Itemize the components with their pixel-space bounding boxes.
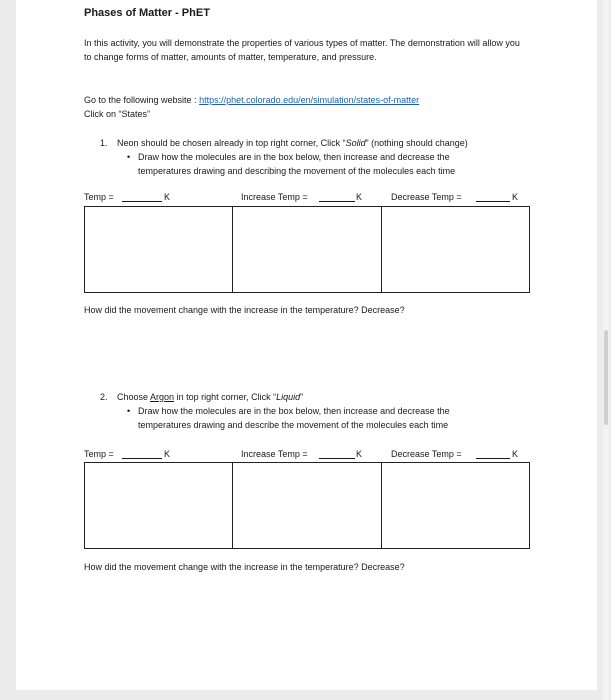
website-prefix: Go to the following website : <box>84 95 200 105</box>
decrease-temp-label: Decrease Temp = <box>391 449 462 459</box>
increase-temp-unit: K <box>356 192 363 202</box>
step-2-bullet-line2: temperatures drawing and describe the movement of the molecules each time <box>138 420 449 430</box>
phet-link[interactable]: https://phet.colorado.edu/en/simulation/states-of-matter <box>199 95 420 105</box>
step-2-question: How did the movement change with the increase in the temperature? Decrease? <box>84 562 405 572</box>
step-1-text-post: ” (nothing should change) <box>365 138 468 148</box>
drawing-box-temp[interactable] <box>85 463 233 548</box>
increase-temp-unit: K <box>356 449 363 459</box>
decrease-temp-label: Decrease Temp = <box>391 192 462 202</box>
drawing-box-decrease[interactable] <box>382 207 529 292</box>
step-2-bullet <box>127 404 528 432</box>
page-title: Phases of Matter - PhET <box>84 7 210 19</box>
click-instruction: Click on “States” <box>84 109 151 119</box>
decrease-temp-unit: K <box>512 449 519 459</box>
step-2-text-em: Liquid <box>276 392 301 402</box>
temp-unit: K <box>164 449 171 459</box>
step-2-text-underlined: Argon <box>150 392 175 402</box>
step-1-bullet-line2: temperatures drawing and describing the movement of the molecules each time <box>138 166 456 176</box>
step-1-bullet <box>127 150 528 178</box>
increase-temp-label: Increase Temp = <box>241 192 308 202</box>
temp-label: Temp = <box>84 192 114 202</box>
step-2-bullet-line1: Draw how the molecules are in the box below, then increase and decrease the <box>138 406 450 416</box>
decrease-temp-unit: K <box>512 192 519 202</box>
page-gap <box>16 690 597 700</box>
step-2-drawing-boxes <box>84 462 530 549</box>
increase-temp-label: Increase Temp = <box>241 449 308 459</box>
step-2-instruction <box>100 390 303 404</box>
step-2-temp-row <box>84 449 530 461</box>
step-1-drawing-boxes <box>84 206 530 293</box>
step-2-text-mid: in top right corner, Click “ <box>174 392 277 402</box>
temp-label: Temp = <box>84 449 114 459</box>
drawing-box-increase[interactable] <box>233 463 381 548</box>
step-2-text-pre: Choose <box>117 392 151 402</box>
drawing-box-decrease[interactable] <box>382 463 529 548</box>
intro-paragraph: In this activity, you will demonstrate the properties of various types of matter. The demonstration will allow you to change forms of matter, amounts of matter, temperature, and pressure. <box>84 38 520 62</box>
step-2-text-post: ” <box>300 392 304 402</box>
step-1-bullet-line1: Draw how the molecules are in the box below, then increase and decrease the <box>138 152 450 162</box>
step-1-instruction <box>100 136 468 150</box>
step-1-question: How did the movement change with the increase in the temperature? Decrease? <box>84 305 405 315</box>
bullet-icon: • <box>127 152 131 162</box>
bullet-icon: • <box>127 406 131 416</box>
step-2-number: 2. <box>100 392 108 402</box>
step-1-temp-row <box>84 192 530 204</box>
drawing-box-increase[interactable] <box>233 207 381 292</box>
scrollbar-thumb[interactable] <box>604 330 608 425</box>
drawing-box-temp[interactable] <box>85 207 233 292</box>
website-line <box>84 93 419 107</box>
temp-unit: K <box>164 192 171 202</box>
step-1-text-pre: Neon should be chosen already in top right corner, Click “ <box>117 138 346 148</box>
scrollbar[interactable] <box>603 0 609 700</box>
step-1-number: 1. <box>100 138 108 148</box>
step-1-text-em: Solid <box>345 138 366 148</box>
